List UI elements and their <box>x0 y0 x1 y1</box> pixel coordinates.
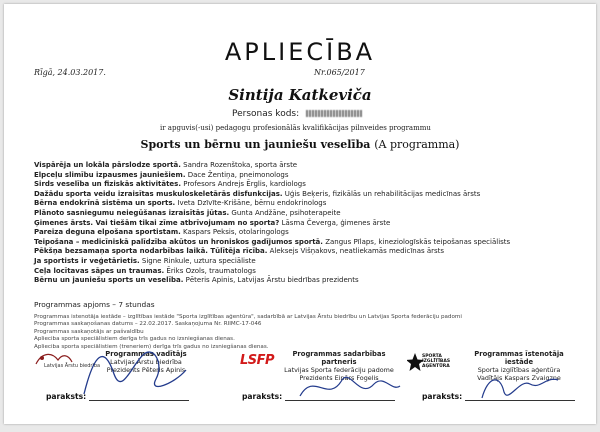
lecture-lecturer: Aleksejs Višņakovs, neatliekamās medicīnas ārsts <box>269 247 445 256</box>
lecture-item <box>34 180 579 190</box>
lecture-topic: Pēkšņa bezsamaņa sporta nodarbības laikā. Tūlītēja rīcība. <box>34 247 268 256</box>
lecture-topic: Dažādu sporta veidu izraisītas muskuloskeletārās disfunkcijas. <box>34 189 283 198</box>
lecture-lecturer: Ēriks Ozols, traumatologs <box>166 266 256 275</box>
program-notes <box>34 314 554 351</box>
certificate-page <box>4 4 596 424</box>
lecture-topic: Sirds veselība un fiziskās aktivitātes. <box>34 180 181 189</box>
lecture-topic: Bērna endokrīnā sistēma un sports. <box>34 199 176 208</box>
lecture-lecturer: Iveta Dzīvīte-Krišāne, bērnu endokrinologs <box>177 199 327 208</box>
personal-code-redacted <box>306 110 362 117</box>
org-head: Programmas vadītājs <box>105 350 187 358</box>
org-head: Programmas īstenotāja iestāde <box>474 350 564 366</box>
lecture-item <box>34 238 579 248</box>
signature-label: paraksts: <box>242 392 283 401</box>
org-name: Latvijas Ārstu biedrība <box>110 358 182 366</box>
signature-line <box>46 392 189 401</box>
lecture-item <box>34 161 579 171</box>
lecture-item <box>34 190 579 200</box>
note-line: Programmas saskaņotājs ar pašvaldību <box>34 328 144 335</box>
lecture-topic: Ja sportists ir veģetārietis. <box>34 256 140 265</box>
sia-logo-line: AĢENTŪRA <box>422 364 450 369</box>
personal-code-row <box>232 109 362 119</box>
org-head: Programmas sadarbības partneris <box>292 350 386 366</box>
lecture-item <box>34 228 579 238</box>
personal-code-label: Personas kods: <box>232 109 300 119</box>
place-date: Rīgā, 24.03.2017. <box>34 68 106 77</box>
lecture-lecturer: Dace Žentiņa, pneimonologs <box>187 170 289 179</box>
lecture-lecturer: Kaspars Peksis, otolaringologs <box>183 228 289 237</box>
signature-label: paraksts: <box>422 392 463 401</box>
org-program-leader <box>96 350 196 374</box>
lecture-list <box>34 161 579 286</box>
note-line: Programmas saskaņošanas datums – 22.02.2017. Saskaņojuma Nr. RIIMC-17-046 <box>34 321 262 328</box>
lecture-item <box>34 209 579 219</box>
lsfp-logo: LSFP <box>240 353 275 368</box>
lecture-topic: Elpceļu slimību izpausmes jauniešiem. <box>34 170 186 179</box>
certificate-title: APLIECĪBA <box>224 38 376 66</box>
sia-logo-line: SPORTA <box>422 354 442 359</box>
lab-logo-text: Latvijas Ārstu biedrība <box>44 363 101 369</box>
completed-text: ir apguvis(-usi) pedagogu profesionālās kvalifikācijas pilnveides programmu <box>160 124 431 132</box>
lecture-item <box>34 257 579 267</box>
sia-logo-line: IZGLĪTĪBAS <box>422 359 451 364</box>
lecture-topic: Plānoto sasniegumu neiegūšanas izraisītās jūtas. <box>34 208 230 217</box>
org-partner <box>274 350 404 382</box>
lecture-topic: Ģimenes ārsts. Vai tiešām tikai zīme atbrīvojumam no sporta? <box>34 218 280 227</box>
lecture-lecturer: Zangus Pīlaps, kineziologīskās teipošanas speciālists <box>325 237 511 246</box>
lecture-topic: Teipošana – medicīniskā palīdzība akūtos un hroniskos gadījumos sportā. <box>34 237 323 246</box>
program-title-row <box>4 138 596 151</box>
signature-label: paraksts: <box>46 392 87 401</box>
signature-line <box>422 392 575 401</box>
lecture-lecturer: Profesors Andrejs Ērglis, kardiologs <box>183 180 306 189</box>
lecture-lecturer: Uģis Beķeris, fizikālās un rehabilitācijas medicīnas ārsts <box>284 189 481 198</box>
org-person: Prezidents Einārs Fogelis <box>299 374 379 382</box>
org-name: Latvijas Sporta federāciju padome <box>284 366 394 374</box>
lecture-item <box>34 219 579 229</box>
program-hours: Programmas apjoms – 7 stundas <box>34 300 155 309</box>
lecture-topic: Vispārēja un lokāla pārslodze sportā. <box>34 161 181 169</box>
lecture-item <box>34 276 579 286</box>
org-person: Vadītājs Kaspars Zvaigzne <box>477 374 561 382</box>
lecture-topic: Ceļa locītavas sāpes un traumas. <box>34 266 165 275</box>
lecture-topic: Bērnu un jauniešu sports un veselība. <box>34 276 184 285</box>
recipient-name: Sintija Katkeviča <box>228 86 372 104</box>
lecture-lecturer: Sandra Rozenštoka, sporta ārste <box>183 161 298 169</box>
note-line: Programmas istenotāja iestāde – izglītības iestāde "Sporta izglītības aģentūra", sadarbībā ar Latvijas Ārstu biedrību un Latvijas Sporta federāciju padomi <box>34 314 462 320</box>
lecture-topic: Pareiza deguna elpošana sportistam. <box>34 228 181 237</box>
certificate-number: Nr.065/2017 <box>314 68 365 77</box>
org-name: Sporta izglītības aģentūra <box>477 366 561 374</box>
lecture-lecturer: Lāsma Čeverga, ģimenes ārste <box>281 218 391 227</box>
lecture-lecturer: Gunta Andžāne, psihoterapeite <box>231 208 341 217</box>
program-level: (A programma) <box>374 138 460 151</box>
lecture-lecturer: Signe Rinkule, uztura speciāliste <box>141 256 256 265</box>
program-title: Sports un bērnu un jauniešu veselība <box>140 138 371 151</box>
lecture-lecturer: Pēteris Apinis, Latvijas Ārstu biedrības prezidents <box>185 276 359 285</box>
note-line: Aplieciba sporta speciālistiem (treneriem) derīga trīs gadus no izsniegšanas dienas. <box>34 343 269 350</box>
sia-logo-text <box>422 354 450 369</box>
org-person: Prezidents Pēteris Apinis <box>106 366 186 374</box>
note-line: Aplieciba sporta speciālistiem derīga trīs gadus no izsniegšanas dienas. <box>34 336 235 343</box>
lecture-item <box>34 267 579 277</box>
lecture-item <box>34 199 579 209</box>
lecture-item <box>34 171 579 181</box>
signature-line <box>242 392 395 401</box>
lecture-item <box>34 247 579 257</box>
org-implementer <box>464 350 574 382</box>
